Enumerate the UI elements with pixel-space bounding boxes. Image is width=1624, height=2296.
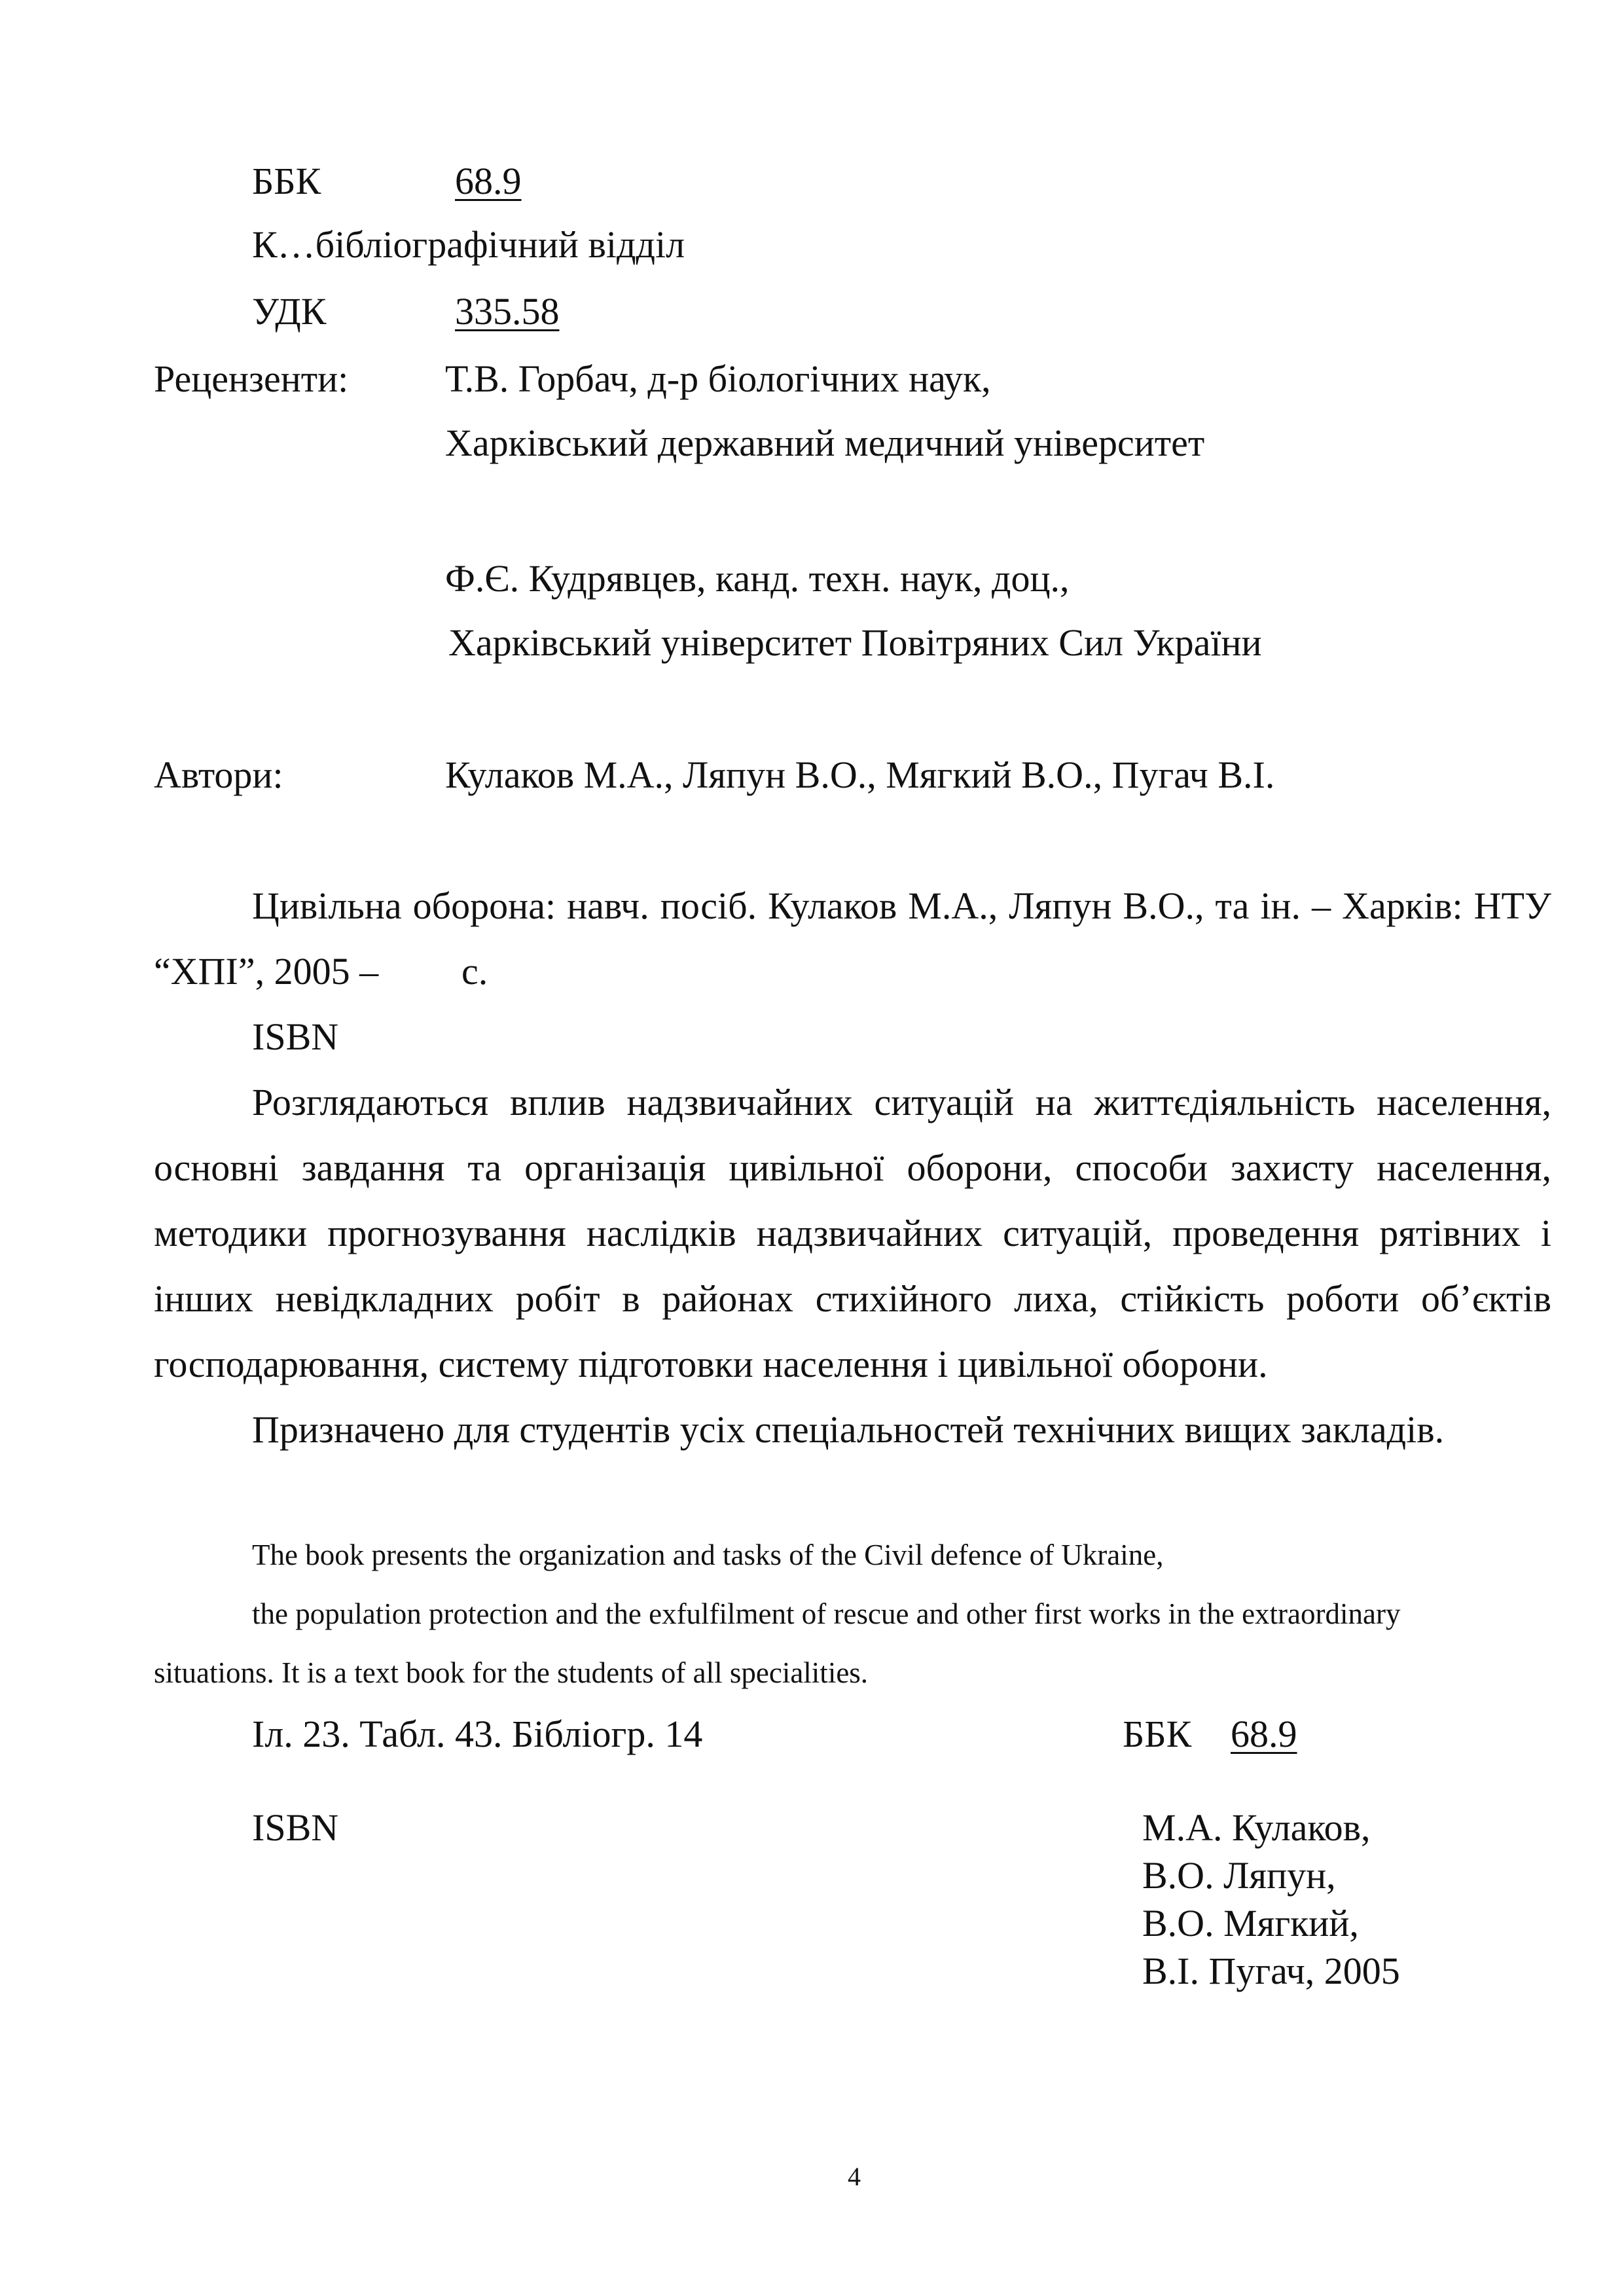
abstract-line5: господарювання, систему підготовки населення і цивільної оборони. (154, 1343, 1268, 1385)
k-line: К…бібліографічний відділ (252, 223, 685, 266)
purpose-line: Призначено для студентів усіх спеціальностей технічних вищих закладів. (252, 1408, 1445, 1451)
illustrations-line: Іл. 23. Табл. 43. Бібліогр. 14 (252, 1713, 703, 1755)
abstract-line2: основні завдання та організація цивільної оборони, способи захисту населення, (154, 1146, 1551, 1189)
abstract-line4: інших невідкладних робіт в районах стихійного лиха, стійкість роботи об’єктів (154, 1277, 1551, 1320)
copyright-line2: В.О. Ляпун, (1142, 1854, 1336, 1897)
footer-bbk-label: ББК (1123, 1713, 1192, 1755)
citation-line1: Цивільна оборона: навч. посіб. Кулаков М.А., Ляпун В.О., та ін. – Харків: НТУ (252, 884, 1551, 927)
copyright-line1: М.А. Кулаков, (1142, 1806, 1371, 1849)
reviewer2-name: Ф.Є. Кудрявцев, канд. техн. наук, доц., (445, 557, 1070, 600)
copyright-line3: В.О. Мягкий, (1142, 1902, 1359, 1944)
reviewers-label: Рецензенти: (154, 357, 349, 400)
authors-label: Автори: (154, 754, 283, 796)
udk-value: 335.58 (455, 290, 560, 333)
page-number: 4 (848, 2162, 861, 2191)
footer-isbn: ISBN (252, 1806, 339, 1849)
authors-names: Кулаков М.А., Ляпун В.О., Мягкий В.О., Пугач В.І. (445, 754, 1275, 796)
bbk-value: 68.9 (455, 160, 522, 202)
abstract-en-line2: the population protection and the exfulfilment of rescue and other first works in the extraordinary (252, 1597, 1401, 1630)
citation-line2-start: “ХПІ”, 2005 – (154, 950, 379, 993)
abstract-line1: Розглядаються вплив надзвичайних ситуацій на життєдіяльність населення, (252, 1081, 1551, 1123)
abstract-line3: методики прогнозування наслідків надзвичайних ситуацій, проведення рятівних і (154, 1212, 1551, 1254)
udk-label: УДК (252, 290, 327, 333)
reviewer2-org: Харківський університет Повітряних Сил України (448, 621, 1262, 664)
copyright-line4: В.І. Пугач, 2005 (1142, 1950, 1400, 1992)
citation-isbn: ISBN (252, 1015, 339, 1058)
abstract-en-line3: situations. It is a text book for the students of all specialities. (154, 1656, 869, 1689)
citation-line2-end: с. (461, 950, 488, 993)
footer-bbk-value: 68.9 (1231, 1713, 1297, 1755)
abstract-en-line1: The book presents the organization and tasks of the Civil defence of Ukraine, (252, 1539, 1164, 1571)
reviewer1-name: Т.В. Горбач, д-р біологічних наук, (445, 357, 991, 400)
reviewer1-org: Харківський державний медичний університет (445, 422, 1205, 464)
bbk-label: ББК (252, 160, 321, 202)
